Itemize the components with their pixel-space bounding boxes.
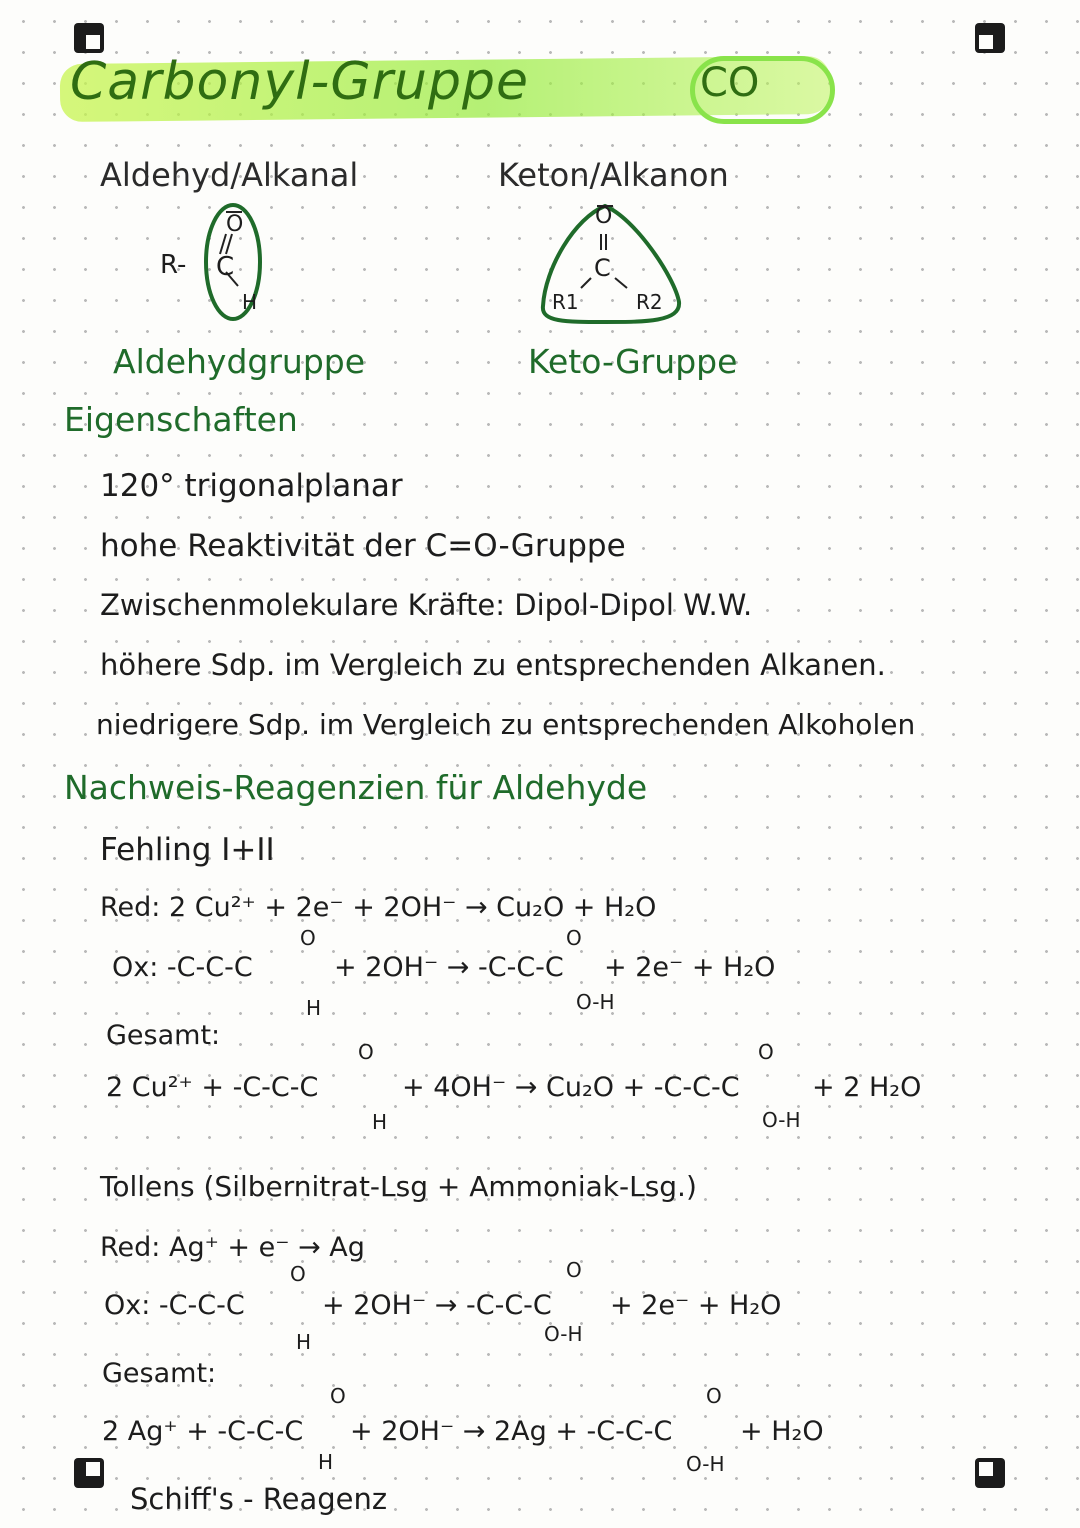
fehling-oxidation-left: Ox: -C-C-C xyxy=(112,952,253,983)
tollens-gesamt-mid: + 2OH⁻ → 2Ag + -C-C-C xyxy=(350,1416,673,1447)
scan-corner-marker-top-right xyxy=(975,23,1005,53)
tollens-gesamt-right: + H₂O xyxy=(740,1416,824,1447)
ketone-heading: Keton/Alkanon xyxy=(498,156,729,194)
aldehyde-double-bond-2 xyxy=(226,234,232,254)
fehling-oxidation-mid: + 2OH⁻ → -C-C-C xyxy=(334,952,564,983)
tollens-gesamt-left: 2 Ag⁺ + -C-C-C xyxy=(102,1416,304,1447)
fehling-gesamt-oh: O-H xyxy=(762,1108,801,1132)
ketone-r1-label: R1 xyxy=(552,290,579,314)
aldehyde-o-label: O xyxy=(226,212,244,237)
aldehyde-c-label: C xyxy=(216,252,235,282)
ketone-c-label: C xyxy=(594,254,611,282)
tollens-ox-oh: O-H xyxy=(544,1322,583,1346)
fehling-gesamt-mid: + 4OH⁻ → Cu₂O + -C-C-C xyxy=(402,1072,740,1103)
scan-corner-marker-bottom-left xyxy=(74,1458,104,1488)
scan-corner-marker-bottom-right xyxy=(975,1458,1005,1488)
tollens-oxidation-mid: + 2OH⁻ → -C-C-C xyxy=(322,1290,552,1321)
fehling-ox-o-left: O xyxy=(300,926,316,950)
fehling-reduction: Red: 2 Cu²⁺ + 2e⁻ + 2OH⁻ → Cu₂O + H₂O xyxy=(100,892,657,923)
tollens-gesamt-label: Gesamt: xyxy=(102,1358,217,1389)
tollens-gesamt-h: H xyxy=(318,1450,334,1474)
scan-corner-marker-top-left xyxy=(74,23,104,53)
property-line: niedrigere Sdp. im Vergleich zu entsprechenden Alkoholen xyxy=(96,708,916,741)
aldehyde-double-bond-1 xyxy=(220,234,226,254)
properties-heading: Eigenschaften xyxy=(64,400,298,439)
fehling-ox-oh: O-H xyxy=(576,990,615,1014)
aldehyde-r-label: R- xyxy=(160,250,187,280)
tollens-oxidation-right: + 2e⁻ + H₂O xyxy=(610,1290,782,1321)
aldehyde-heading: Aldehyd/Alkanal xyxy=(100,156,359,194)
tollens-gesamt-o-right: O xyxy=(706,1384,722,1408)
fehling-oxidation-right: + 2e⁻ + H₂O xyxy=(604,952,776,983)
tollens-ox-h: H xyxy=(296,1330,312,1354)
property-line: Zwischenmolekulare Kräfte: Dipol-Dipol W.W. xyxy=(100,588,753,622)
tollens-ox-o-left: O xyxy=(290,1262,306,1286)
fehling-gesamt-label: Gesamt: xyxy=(106,1020,221,1051)
keto-r2-bond xyxy=(615,278,627,288)
property-line: höhere Sdp. im Vergleich zu entsprechenden Alkanen. xyxy=(100,648,886,682)
ketone-r2-label: R2 xyxy=(636,290,663,314)
aldehyde-group-label: Aldehydgruppe xyxy=(113,342,366,381)
schiff-reagent: Schiff's - Reagenz xyxy=(130,1482,388,1516)
ketone-o-label: O xyxy=(595,204,613,229)
fehling-gesamt-h: H xyxy=(372,1110,388,1134)
fehling-gesamt-left: 2 Cu²⁺ + -C-C-C xyxy=(106,1072,319,1103)
tollens-ox-o-right: O xyxy=(566,1258,582,1282)
fehling-title: Fehling I+II xyxy=(100,832,275,868)
property-line: 120° trigonalplanar xyxy=(100,468,403,504)
page-title: Carbonyl-Gruppe xyxy=(70,52,529,112)
detection-heading: Nachweis-Reagenzien für Aldehyde xyxy=(64,768,648,807)
ketone-group-label: Keto-Gruppe xyxy=(528,342,738,381)
fehling-ox-h: H xyxy=(306,996,322,1020)
fehling-gesamt-o-right: O xyxy=(758,1040,774,1064)
fehling-gesamt-right: + 2 H₂O xyxy=(812,1072,922,1103)
tollens-oxidation-left: Ox: -C-C-C xyxy=(104,1290,245,1321)
tollens-title: Tollens (Silbernitrat-Lsg + Ammoniak-Lsg.) xyxy=(100,1170,697,1203)
fehling-gesamt-o-left: O xyxy=(358,1040,374,1064)
tollens-gesamt-oh: O-H xyxy=(686,1452,725,1476)
aldehyde-h-label: H xyxy=(242,290,258,314)
keto-r1-bond xyxy=(581,278,591,288)
tollens-gesamt-o-left: O xyxy=(330,1384,346,1408)
property-line: hohe Reaktivität der C=O-Gruppe xyxy=(100,528,626,564)
fehling-ox-o-right: O xyxy=(566,926,582,950)
tollens-reduction: Red: Ag⁺ + e⁻ → Ag xyxy=(100,1232,365,1263)
title-formula: CO xyxy=(700,60,760,106)
